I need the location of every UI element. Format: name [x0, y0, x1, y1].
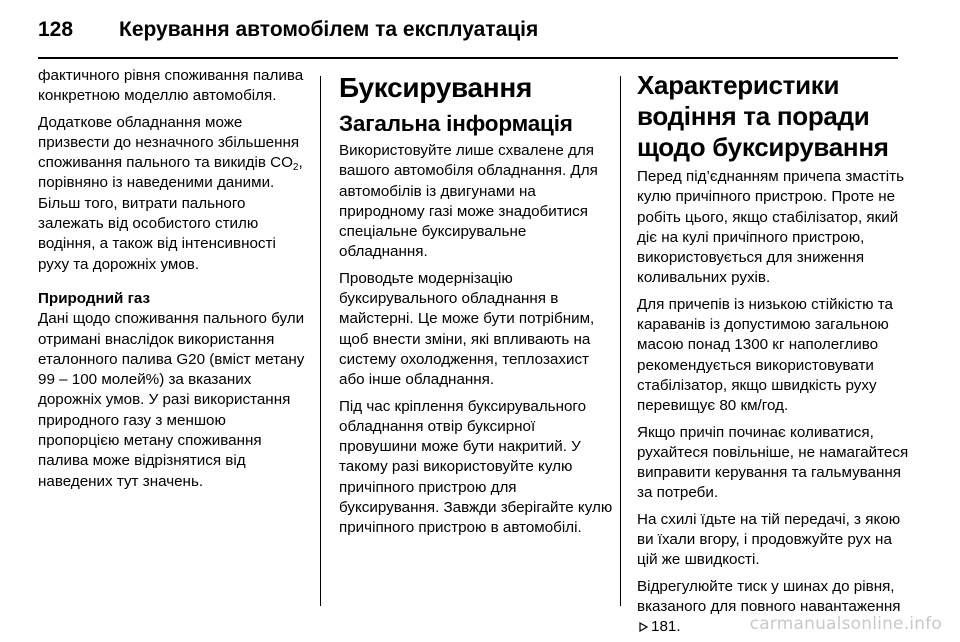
subscript: 2 — [292, 162, 299, 174]
column-1 — [38, 66, 308, 498]
paragraph: Під час кріплення буксирувального обладнання отвір буксирної провушини може бути накритий. У такому разі використовуйте кулю причіпного пристрою для буксирування. Завжди зберігайте кулю причіпного пристрою в автомобілі. — [339, 397, 613, 537]
section-subheading-general-info: Загальна інформація — [339, 111, 573, 136]
subheading-natural-gas: Природний газ — [38, 289, 151, 307]
text-span: Відрегулюйте тиск у шинах до рівня, вказаного для повного навантаження — [637, 577, 901, 615]
column-divider-1 — [320, 76, 321, 606]
paragraph: Дані щодо споживання пального були отримані внаслідок використання еталонного палива G20 (вміст метану 99 – 100 молей%) за вказаних дорожніх умов. У разі використання природного газу з меншою пропорцією метану споживання палива може відрізнятися від наведених тут значень. — [38, 310, 305, 490]
section-heading-towing: Буксирування — [339, 72, 533, 103]
text-span: Додаткове обладнання може призвести до незначного збільшення споживання пального та викидів CO — [38, 113, 300, 172]
page-header — [38, 10, 538, 50]
page-reference-arrow-icon[interactable] — [639, 622, 648, 632]
column-3 — [637, 66, 909, 642]
section-heading-driving-characteristics: Характеристики водіння та поради щодо буксирування — [637, 70, 889, 162]
page-number: 128 — [38, 18, 74, 41]
paragraph: фактичного рівня споживання палива конкретною моделлю автомобіля. — [38, 67, 304, 105]
column-divider-2 — [620, 76, 621, 606]
paragraph: Якщо причіп починає коливатися, рухайтеся повільніше, не намагайтеся виправити керування та гальмування за потреби. — [637, 423, 909, 502]
page-title: Керування автомобілем та експлуатація — [119, 18, 539, 41]
paragraph: Проводьте модернізацію буксирувального обладнання в майстерні. Це може бути потрібним, щоб внести зміни, які впливають на систему охолодження, теплозахист або інше обладнання. — [339, 269, 595, 389]
page-reference-link[interactable]: 181. — [651, 618, 681, 636]
paragraph-co2 — [38, 113, 308, 275]
paragraph: Для причепів із низькою стійкістю та караванів із допустимою загальною масою понад 1300 кг наполегливо рекомендується використовувати стабілізатор, якщо швидкість руху перевищує 80 км/год. — [637, 295, 893, 415]
column-2 — [339, 66, 614, 545]
watermark: carmanualsonline.info — [749, 614, 942, 634]
paragraph: На схилі їдьте на тій передачі, з якою ви їхали вгору, і продовжуйте рух на цій же швидкості. — [637, 510, 901, 569]
paragraph: Перед під’єднанням причепа змастіть кулю причіпного пристрою. Проте не робіть цього, якщо стабілізатор, який діє на кулі причіпного пристрою, використовується для зниження коливальних рухів. — [637, 168, 904, 287]
paragraph: Використовуйте лише схвалене для вашого автомобіля обладнання. Для автомобілів із двигунами на природному газі може знадобитися спеціальне буксирувальне обладнання. — [339, 142, 598, 261]
header-divider — [38, 57, 898, 59]
text-span: , порівняно із наведеними даними. Більш того, витрати пального залежать від особистого стилю водіння, а також від інтенсивності руху та дорожніх умов. — [38, 154, 303, 273]
